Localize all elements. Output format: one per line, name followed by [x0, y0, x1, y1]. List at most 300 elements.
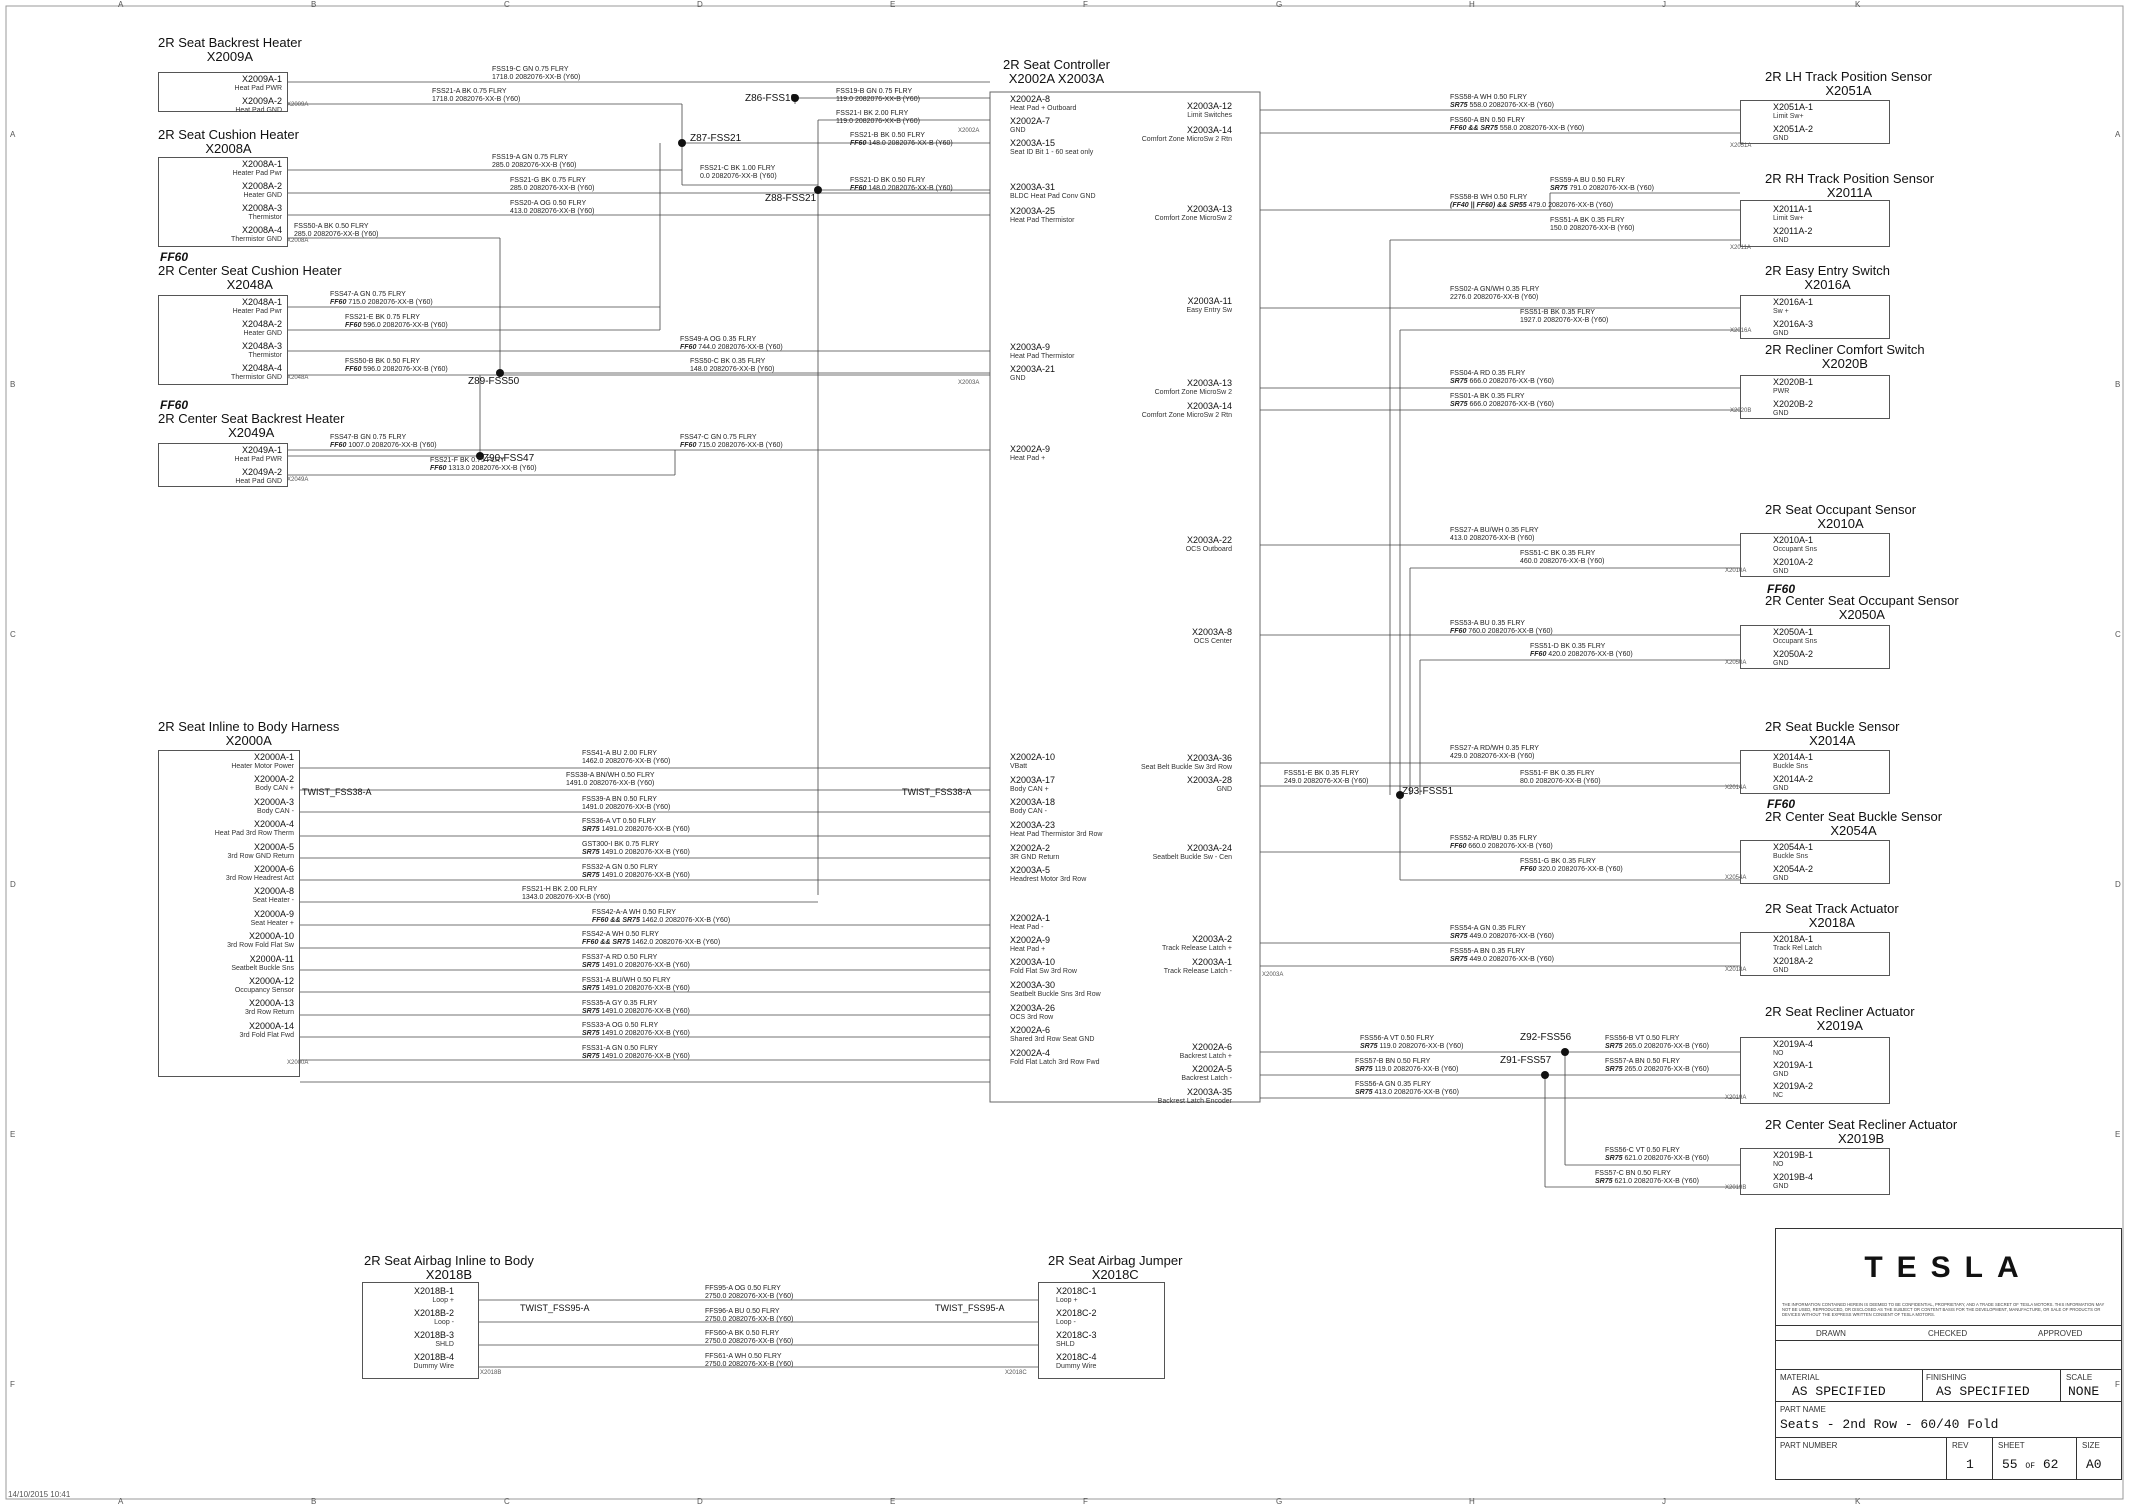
splice-z91: Z91-FSS57 — [1500, 1055, 1552, 1066]
connector-tag: X2003A — [1262, 972, 1284, 978]
pin-airbag_inline-3 — [364, 1352, 454, 1372]
wire-length: 249.0 2082076-XX-B (Y60) — [1284, 778, 1369, 785]
wire-length: 2276.0 2082076-XX-B (Y60) — [1450, 294, 1539, 301]
wire-label — [680, 434, 783, 450]
wire-spec: FSS21-G BK 0.75 FLRY — [510, 177, 586, 184]
pin-id: X2002A-10 — [1010, 752, 1056, 762]
wire-length: 660.0 2082076-XX-B (Y60) — [1468, 843, 1553, 850]
wire-label — [836, 110, 920, 126]
finishing-label: FINISHING — [1926, 1373, 1967, 1382]
pin-desc: Occupant Sns — [1773, 546, 1817, 553]
pin-desc: Backrest Latch + — [1179, 1053, 1232, 1060]
grid-col-label: J — [1662, 1497, 1666, 1506]
pin-desc: Comfort Zone MicroSw 2 Rtn — [1141, 412, 1232, 419]
splice-z86: Z86-FSS19 — [745, 93, 797, 104]
pin-id: X2051A-1 — [1773, 102, 1814, 112]
connector-tag: X2016A — [1730, 328, 1752, 334]
feature-code: FF60 — [345, 366, 362, 373]
pin-desc: Heater GND — [243, 192, 282, 199]
wire-length: 744.0 2082076-XX-B (Y60) — [698, 344, 783, 351]
grid-row-label: C — [10, 630, 16, 639]
wire-label — [492, 66, 580, 82]
pin-id: X2000A-1 — [253, 752, 294, 762]
feature-code: FF60 — [1450, 628, 1467, 635]
wire-spec: FSS37-A RD 0.50 FLRY — [582, 954, 658, 961]
wire-label — [1450, 835, 1553, 851]
pin-center_cushion_heater-0 — [160, 297, 282, 317]
wire-label — [1450, 527, 1539, 543]
pin-desc: GND — [1773, 237, 1789, 244]
wire-label — [1450, 194, 1613, 210]
wire-label — [705, 1285, 793, 1301]
feature-code: SR75 — [1605, 1155, 1623, 1162]
wire-length: 150.0 2082076-XX-B (Y60) — [1550, 225, 1635, 232]
pin-id: X2003A-17 — [1010, 775, 1056, 785]
wire-label — [836, 88, 920, 104]
wire-label — [1520, 858, 1623, 874]
pin-buckle-0 — [1773, 752, 1883, 772]
pin-desc: 3rd Row Fold Flat Sw — [227, 942, 294, 950]
pin-desc: Track Rel Latch — [1773, 945, 1822, 952]
center-buckle-title: 2R Center Seat Buckle Sensor X2054A — [1765, 809, 1943, 838]
grid-row-label: C — [2115, 630, 2121, 639]
wire-length: 666.0 2082076-XX-B (Y60) — [1469, 401, 1554, 408]
pin-id: X2000A-9 — [253, 908, 294, 919]
feature-code: SR75 — [1450, 956, 1468, 963]
pin-desc: 3rd Fold Flat Fwd — [239, 1031, 294, 1039]
pin-id: X2002A-6 — [1010, 1025, 1051, 1035]
sheet-value: 55 OF 62 — [2002, 1457, 2059, 1472]
pin-recliner_comfort-1 — [1773, 399, 1883, 419]
pin-inline_body-5 — [160, 864, 294, 884]
pin-desc: Comfort Zone MicroSw 2 Rtn — [1141, 136, 1232, 143]
controller-right-pin-6 — [1092, 535, 1232, 555]
wire-spec: FFS95-A OG 0.50 FLRY — [705, 1285, 781, 1292]
wire-spec: FSS20-A OG 0.50 FLRY — [510, 200, 587, 207]
pin-desc: Body CAN - — [1010, 808, 1047, 815]
pin-id: X2003A-15 — [1010, 138, 1056, 148]
connector-tag: X2008A — [287, 238, 309, 244]
pin-airbag_jumper-3 — [1056, 1352, 1156, 1372]
pin-id: X2003A-35 — [1186, 1087, 1232, 1097]
pin-recliner_actuator-2 — [1773, 1081, 1883, 1101]
feature-code: SR75 — [582, 826, 600, 833]
wire-spec: FSS36-A VT 0.50 FLRY — [582, 818, 657, 825]
wire-spec: FSS50-B BK 0.50 FLRY — [345, 358, 420, 365]
feature-code: FF60 — [850, 185, 867, 192]
pin-desc: Loop + — [1056, 1297, 1078, 1304]
feature-code: FF60 && SR75 — [592, 917, 640, 924]
wire-length: 320.0 2082076-XX-B (Y60) — [1538, 866, 1623, 873]
pin-id: X2054A-1 — [1773, 842, 1814, 852]
pin-desc: GND — [1773, 660, 1789, 667]
wire-spec: FSS51-G BK 0.35 FLRY — [1520, 858, 1596, 865]
wire-label — [705, 1330, 793, 1346]
pin-inline_body-3 — [160, 819, 294, 839]
pin-easy_entry-1 — [1773, 319, 1883, 339]
wire-length: 558.0 2082076-XX-B (Y60) — [1499, 125, 1585, 132]
connector-tag: X2019A — [1725, 1095, 1747, 1101]
wire-spec: FSS57-A BN 0.50 FLRY — [1605, 1058, 1680, 1065]
feature-code: FF60 — [1450, 843, 1467, 850]
controller-right-pin-15 — [1092, 1087, 1232, 1107]
wire-length: 148.0 2082076-XX-B (Y60) — [868, 185, 953, 192]
wire-length: 1491.0 2082076-XX-B (Y60) — [601, 826, 690, 833]
wire-label — [582, 841, 690, 857]
pin-desc: GND — [1216, 786, 1232, 793]
pin-center_buckle-1 — [1773, 864, 1883, 884]
wire-spec: FSS21-F BK 0.75 FLRY — [430, 457, 505, 464]
pin-id: X2018C-1 — [1056, 1286, 1097, 1296]
wire-length: 1491.0 2082076-XX-B (Y60) — [601, 1008, 690, 1015]
wire-label — [680, 336, 783, 352]
connector-tag: X2049A — [287, 477, 309, 483]
splice-z92: Z92-FSS56 — [1520, 1032, 1572, 1043]
pin-id: X2018B-1 — [413, 1286, 454, 1296]
wire-length: 119.0 2082076-XX-B (Y60) — [1379, 1043, 1464, 1050]
pin-id: X2000A-2 — [253, 774, 294, 785]
pin-inline_body-7 — [160, 909, 294, 929]
feature-code: SR75 — [582, 1030, 600, 1037]
pin-desc: Loop - — [1056, 1319, 1076, 1326]
splice-z89: Z89-FSS50 — [468, 376, 520, 387]
pin-id: X2003A-12 — [1186, 101, 1232, 111]
pin-id: X2003A-14 — [1186, 401, 1232, 411]
pin-backrest_heater-1 — [160, 96, 282, 116]
feature-code: FF60 — [850, 140, 867, 147]
pin-desc: Heat Pad + — [1010, 946, 1046, 953]
center-recliner-title: 2R Center Seat Recliner Actuator X2019B — [1765, 1117, 1958, 1146]
grid-col-label: J — [1662, 0, 1666, 9]
grid-row-label: D — [2115, 880, 2121, 889]
wire-label — [430, 457, 537, 473]
pin-recliner_actuator-1 — [1773, 1060, 1883, 1080]
pin-cushion_heater-3 — [160, 225, 282, 245]
wire-spec: FSS42-A WH 0.50 FLRY — [582, 931, 659, 938]
pin-recliner_actuator-0 — [1773, 1039, 1883, 1059]
pin-id: X2003A-31 — [1010, 182, 1056, 192]
pin-id: X2000A-14 — [248, 1020, 294, 1031]
pin-id: X2002A-2 — [1010, 843, 1051, 853]
pin-inline_body-11 — [160, 998, 294, 1018]
wire-label — [705, 1308, 793, 1324]
wire-label — [345, 314, 448, 330]
buckle-title: 2R Seat Buckle Sensor X2014A — [1765, 719, 1900, 748]
connector-tag: X2000A — [287, 1060, 309, 1066]
pin-id: X2016A-1 — [1773, 297, 1814, 307]
wire-spec: FSS39-A BN 0.50 FLRY — [582, 796, 657, 803]
wire-label — [1450, 370, 1554, 386]
pin-desc: 3rd Row Headrest Act — [225, 875, 294, 882]
pin-id: X2003A-28 — [1186, 775, 1232, 785]
pin-desc: GND — [1773, 135, 1789, 142]
feature-code: FF60 — [345, 322, 362, 329]
pin-inline_body-1 — [160, 774, 294, 794]
center-cushion-heater-title: 2R Center Seat Cushion Heater X2048A — [158, 263, 342, 292]
pin-id: X2014A-2 — [1773, 774, 1814, 784]
controller-left-pin-13 — [1010, 865, 1150, 885]
pin-id: X2048A-1 — [241, 297, 282, 307]
feature-code: SR75 — [1595, 1178, 1613, 1185]
feature-code: SR75 — [1605, 1066, 1623, 1073]
pin-desc: Headrest Motor 3rd Row — [1010, 876, 1087, 883]
pin-id: X2002A-1 — [1010, 913, 1051, 923]
grid-col-label: F — [1083, 0, 1088, 9]
wire-spec: FSS47-C GN 0.75 FLRY — [680, 434, 757, 441]
wire-label — [1450, 620, 1553, 636]
pin-desc: Limit Sw+ — [1773, 113, 1804, 120]
pin-cushion_heater-0 — [160, 159, 282, 179]
pin-id: X2003A-11 — [1187, 296, 1232, 306]
pin-id: X2008A-1 — [241, 159, 282, 169]
feature-code: SR75 — [582, 849, 600, 856]
controller-left-pin-7 — [1010, 444, 1150, 464]
splice-z87: Z87-FSS21 — [690, 133, 742, 144]
pin-desc: Heat Pad GND — [235, 107, 282, 114]
pin-desc: OCS 3rd Row — [1010, 1014, 1054, 1021]
pin-id: X2018C-4 — [1056, 1352, 1097, 1362]
pin-id: X2000A-6 — [253, 864, 294, 874]
ff60-label: FF60 — [160, 398, 189, 412]
pin-center_backrest_heater-0 — [160, 445, 282, 465]
pin-track_actuator-0 — [1773, 934, 1883, 954]
pin-airbag_jumper-2 — [1056, 1330, 1156, 1350]
pin-desc: Thermistor GND — [231, 236, 282, 243]
pin-id: X2000A-13 — [248, 998, 294, 1009]
pin-id: X2018B-4 — [413, 1352, 454, 1362]
ff60-label: FF60 — [1767, 797, 1796, 811]
pin-desc: Backrest Latch Encoder — [1157, 1098, 1232, 1105]
cushion-heater-title: 2R Seat Cushion Heater X2008A — [158, 127, 299, 156]
pin-desc: Backrest Latch - — [1181, 1075, 1232, 1082]
pin-airbag_inline-1 — [364, 1308, 454, 1328]
pin-desc: Thermistor GND — [231, 374, 282, 381]
feature-code: SR75 — [582, 1053, 600, 1060]
pin-desc: GND — [1773, 875, 1789, 882]
wire-length: 1491.0 2082076-XX-B (Y60) — [566, 780, 655, 787]
wire-label — [582, 864, 690, 880]
pin-desc: Comfort Zone MicroSw 2 — [1154, 389, 1232, 396]
approved-label: APPROVED — [2038, 1329, 2083, 1338]
wire-spec: FSS19-B GN 0.75 FLRY — [836, 88, 913, 95]
pin-inline_body-2 — [160, 797, 294, 817]
title-block — [1775, 1228, 2122, 1480]
wire-label — [582, 1022, 690, 1038]
pin-desc: Body CAN - — [257, 807, 294, 815]
pin-desc: Heat Pad - — [1010, 924, 1044, 931]
pin-id: X2048A-2 — [241, 319, 282, 329]
pin-desc: Heater GND — [243, 330, 282, 337]
pin-desc: Heat Pad Thermistor — [1010, 353, 1075, 360]
pin-inline_body-8 — [160, 931, 294, 951]
pin-id: X2008A-2 — [241, 181, 282, 191]
wire-label — [1450, 925, 1554, 941]
pin-desc: Seatbelt Buckle Sns 3rd Row — [1010, 991, 1101, 998]
grid-row-label: F — [10, 1380, 15, 1389]
grid-row-label: F — [2115, 1380, 2120, 1389]
grid-col-label: K — [1855, 1497, 1861, 1506]
pin-id: X2011A-2 — [1773, 226, 1813, 236]
pin-id: X2010A-2 — [1773, 557, 1814, 567]
pin-desc: Shared 3rd Row Seat GND — [1010, 1036, 1095, 1043]
pin-desc: Body CAN + — [255, 785, 294, 793]
wire-label — [1355, 1081, 1459, 1097]
pin-desc: GND — [1773, 410, 1789, 417]
wire-label — [1284, 770, 1368, 786]
pin-center_occupant-0 — [1773, 627, 1883, 647]
wire-label — [510, 200, 594, 216]
feature-code: FF60 — [330, 299, 347, 306]
wire-length: 1462.0 2082076-XX-B (Y60) — [582, 758, 671, 765]
pin-rh_track-0 — [1773, 204, 1883, 224]
pin-id: X2018B-2 — [413, 1308, 454, 1318]
controller-right-pin-4 — [1092, 378, 1232, 398]
wire-spec: FSS47-A GN 0.75 FLRY — [330, 291, 406, 298]
controller-right-pin-5 — [1092, 401, 1232, 421]
pin-desc: Occupant Sns — [1773, 638, 1817, 645]
pin-id: X2003A-9 — [1010, 342, 1051, 352]
wire-length: 0.0 2082076-XX-B (Y60) — [700, 173, 777, 180]
pin-desc: Occupancy Sensor — [234, 987, 294, 994]
wire-spec: FSS21-H BK 2.00 FLRY — [522, 886, 598, 893]
wire-length: 1491.0 2082076-XX-B (Y60) — [601, 849, 690, 856]
pin-lh_track-0 — [1773, 102, 1883, 122]
controller-right-pin-7 — [1092, 627, 1232, 647]
wire-spec: FFS96-A BU 0.50 FLRY — [705, 1308, 780, 1315]
recliner-comfort-title: 2R Recliner Comfort Switch X2020B — [1765, 342, 1925, 371]
wire-length: 285.0 2082076-XX-B (Y60) — [294, 231, 379, 238]
pin-desc: Heat Pad 3rd Row Therm — [214, 830, 294, 838]
pin-desc: GND — [1773, 785, 1789, 792]
pin-inline_body-0 — [160, 752, 294, 772]
pin-id: X2049A-2 — [241, 467, 282, 477]
pin-desc: Heat Pad Thermistor — [1010, 217, 1075, 224]
wire-label — [1595, 1170, 1699, 1186]
pin-desc: Seatbelt Buckle Sw - Cen — [1152, 854, 1232, 861]
controller-right-pin-14 — [1092, 1064, 1232, 1084]
pin-inline_body-4 — [160, 842, 294, 862]
connector-tag: X2020B — [1730, 408, 1752, 414]
grid-col-label: K — [1855, 0, 1861, 9]
pin-easy_entry-0 — [1773, 297, 1883, 317]
pin-desc: NO — [1773, 1161, 1784, 1168]
pin-center_recliner-1 — [1773, 1172, 1883, 1192]
center-backrest-heater-title: 2R Center Seat Backrest Heater X2049A — [158, 411, 345, 440]
pin-center_occupant-1 — [1773, 649, 1883, 669]
pin-airbag_jumper-0 — [1056, 1286, 1156, 1306]
wire-spec: FSS56-A VT 0.50 FLRY — [1360, 1035, 1435, 1042]
pin-id: X2002A-9 — [1010, 935, 1051, 945]
sheet-label: SHEET — [1998, 1441, 2025, 1450]
pin-id: X2018B-3 — [413, 1330, 454, 1340]
wire-label — [1520, 770, 1601, 786]
feature-code: SR75 — [582, 985, 600, 992]
ff60-label: FF60 — [1767, 582, 1796, 596]
wire-spec: FSS27-A RD/WH 0.35 FLRY — [1450, 745, 1539, 752]
pin-id: X2003A-14 — [1186, 125, 1232, 135]
connector-tag: X2018B — [480, 1370, 502, 1376]
pin-desc: VBatt — [1010, 763, 1028, 770]
wire-label — [850, 132, 953, 148]
wire-label — [1450, 286, 1539, 302]
wire-spec: FSS19-A GN 0.75 FLRY — [492, 154, 568, 161]
controller-right-pin-13 — [1092, 1042, 1232, 1062]
pin-id: X2003A-22 — [1186, 535, 1232, 545]
feature-code: SR75 — [1450, 933, 1468, 940]
splice-z90: Z90-FSS47 — [483, 453, 535, 464]
pin-id: X2000A-12 — [248, 976, 294, 986]
wire-length: 2750.0 2082076-XX-B (Y60) — [705, 1338, 794, 1345]
wire-spec: FSS31-A BU/WH 0.50 FLRY — [582, 977, 671, 984]
grid-row-label: E — [2115, 1130, 2121, 1139]
wire-spec: FSS52-A RD/BU 0.35 FLRY — [1450, 835, 1538, 842]
grid-col-label: A — [118, 1497, 124, 1506]
grid-row-label: B — [10, 380, 16, 389]
wire-spec: FSS35-A GY 0.35 FLRY — [582, 1000, 658, 1007]
wire-spec: FSS51-D BK 0.35 FLRY — [1530, 643, 1606, 650]
connector-tag: X2011A — [1730, 245, 1751, 251]
pin-track_actuator-1 — [1773, 956, 1883, 976]
rh-track-title: 2R RH Track Position Sensor X2011A — [1765, 171, 1935, 200]
wire-spec: FSS58-A WH 0.50 FLRY — [1450, 94, 1527, 101]
pin-id: X2003A-5 — [1010, 865, 1051, 875]
pin-id: X2002A-5 — [1191, 1064, 1232, 1074]
wire-spec: FFS61-A WH 0.50 FLRY — [705, 1353, 782, 1360]
pin-id: X2000A-10 — [248, 931, 294, 942]
pin-occupant-1 — [1773, 557, 1883, 577]
pin-desc: Seat Heater - — [252, 897, 294, 905]
pin-center_cushion_heater-1 — [160, 319, 282, 339]
feature-code: FF60 — [430, 465, 447, 472]
pin-id: X2003A-26 — [1010, 1003, 1056, 1013]
grid-row-label: A — [10, 130, 16, 139]
wire-length: 285.0 2082076-XX-B (Y60) — [492, 162, 577, 169]
pin-id: X2020B-1 — [1773, 377, 1814, 387]
connector-tag: X2014A — [1725, 785, 1747, 791]
connector-tag: X2002A — [958, 128, 980, 134]
pin-id: X2002A-6 — [1191, 1042, 1232, 1052]
wire-length: 413.0 2082076-XX-B (Y60) — [510, 208, 595, 215]
wire-length: 119.0 2082076-XX-B (Y60) — [1374, 1066, 1459, 1073]
wire-label — [582, 750, 670, 766]
feature-code: FF60 — [680, 442, 697, 449]
ff60-label: FF60 — [160, 250, 189, 264]
wire-label — [1550, 177, 1654, 193]
wire-spec: FSS31-A GN 0.50 FLRY — [582, 1045, 658, 1052]
wire-length: 119.0 2082076-XX-B (Y60) — [836, 96, 920, 103]
grid-col-label: B — [311, 0, 317, 9]
wire-spec: FSS57-B BN 0.50 FLRY — [1355, 1058, 1431, 1065]
wire-label — [510, 177, 594, 193]
wire-length: 558.0 2082076-XX-B (Y60) — [1469, 102, 1554, 109]
pin-lh_track-1 — [1773, 124, 1883, 144]
pin-desc: Heater Pad Pwr — [232, 308, 282, 315]
lh-track-title: 2R LH Track Position Sensor X2051A — [1765, 69, 1932, 98]
wire-length: 1491.0 2082076-XX-B (Y60) — [601, 1030, 690, 1037]
pin-id: X2019A-4 — [1773, 1039, 1814, 1049]
pin-desc: Dummy Wire — [413, 1363, 454, 1370]
wire-label — [1355, 1058, 1458, 1074]
material-label: MATERIAL — [1780, 1373, 1820, 1382]
wire-length: 1462.0 2082076-XX-B (Y60) — [641, 917, 731, 924]
grid-row-label: A — [2115, 130, 2121, 139]
wire-length: 666.0 2082076-XX-B (Y60) — [1469, 378, 1554, 385]
connector-tag: X2019B — [1725, 1185, 1747, 1191]
feature-code: FF60 && SR75 — [582, 939, 630, 946]
wire-label — [592, 909, 730, 925]
wire-spec: FSS56-B VT 0.50 FLRY — [1605, 1035, 1680, 1042]
wire-label — [850, 177, 953, 193]
